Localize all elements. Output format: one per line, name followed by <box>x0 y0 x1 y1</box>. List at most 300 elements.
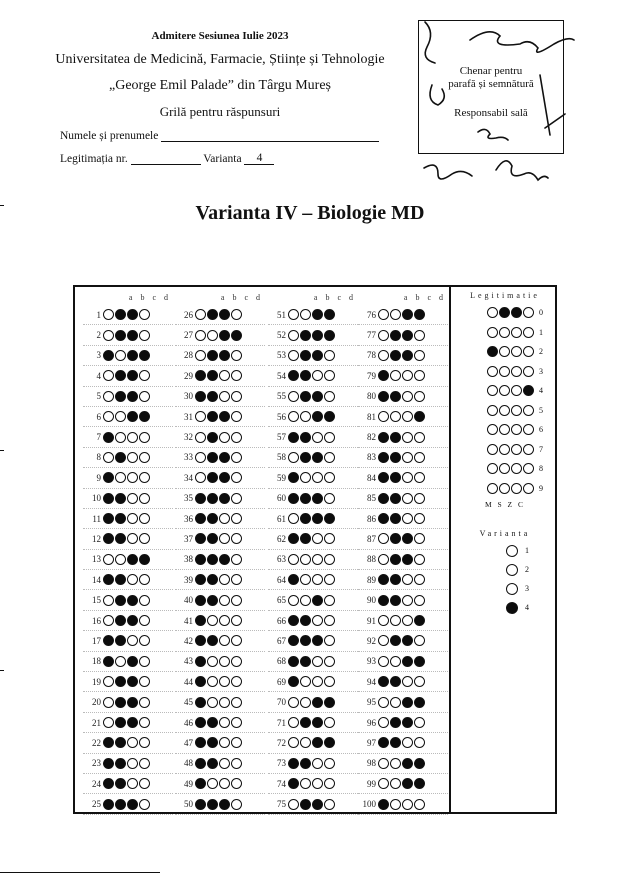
answer-bubble-b[interactable] <box>207 533 218 544</box>
answer-bubble-d[interactable] <box>231 697 242 708</box>
answer-bubble-b[interactable] <box>207 513 218 524</box>
answer-bubble-c[interactable] <box>127 309 138 320</box>
answer-bubble-b[interactable] <box>115 574 126 585</box>
legitimatie-bubble[interactable] <box>511 463 522 474</box>
answer-bubble-a[interactable] <box>288 472 299 483</box>
legitimatie-bubble[interactable] <box>499 366 510 377</box>
answer-bubble-a[interactable] <box>103 799 114 810</box>
answer-bubble-b[interactable] <box>300 391 311 402</box>
answer-bubble-b[interactable] <box>390 533 401 544</box>
answer-bubble-a[interactable] <box>103 533 114 544</box>
answer-bubble-c[interactable] <box>127 391 138 402</box>
answer-bubble-c[interactable] <box>219 615 230 626</box>
answer-bubble-d[interactable] <box>414 717 425 728</box>
answer-bubble-a[interactable] <box>378 778 389 789</box>
answer-bubble-a[interactable] <box>195 574 206 585</box>
answer-bubble-d[interactable] <box>139 370 150 381</box>
answer-bubble-b[interactable] <box>115 676 126 687</box>
answer-bubble-b[interactable] <box>207 452 218 463</box>
answer-bubble-d[interactable] <box>139 737 150 748</box>
answer-bubble-d[interactable] <box>139 717 150 728</box>
answer-bubble-c[interactable] <box>312 758 323 769</box>
answer-bubble-a[interactable] <box>195 330 206 341</box>
legitimatie-bubble[interactable] <box>499 307 510 318</box>
varianta-bubble[interactable] <box>506 583 518 595</box>
legitimatie-bubble[interactable] <box>511 366 522 377</box>
answer-bubble-a[interactable] <box>103 737 114 748</box>
answer-bubble-d[interactable] <box>414 758 425 769</box>
answer-bubble-d[interactable] <box>414 574 425 585</box>
answer-bubble-c[interactable] <box>312 697 323 708</box>
answer-bubble-a[interactable] <box>103 676 114 687</box>
answer-bubble-c[interactable] <box>402 574 413 585</box>
answer-bubble-d[interactable] <box>414 635 425 646</box>
answer-bubble-c[interactable] <box>127 472 138 483</box>
answer-bubble-a[interactable] <box>195 533 206 544</box>
answer-bubble-d[interactable] <box>231 717 242 728</box>
answer-bubble-d[interactable] <box>324 452 335 463</box>
answer-bubble-a[interactable] <box>378 737 389 748</box>
answer-bubble-d[interactable] <box>324 370 335 381</box>
answer-bubble-c[interactable] <box>127 432 138 443</box>
answer-bubble-b[interactable] <box>300 656 311 667</box>
answer-bubble-c[interactable] <box>219 799 230 810</box>
answer-bubble-d[interactable] <box>231 656 242 667</box>
answer-bubble-c[interactable] <box>312 635 323 646</box>
answer-bubble-c[interactable] <box>127 799 138 810</box>
answer-bubble-d[interactable] <box>139 391 150 402</box>
answer-bubble-b[interactable] <box>300 758 311 769</box>
answer-bubble-d[interactable] <box>139 799 150 810</box>
answer-bubble-c[interactable] <box>312 309 323 320</box>
answer-bubble-a[interactable] <box>378 370 389 381</box>
legitimatie-bubble[interactable] <box>499 385 510 396</box>
answer-bubble-a[interactable] <box>378 595 389 606</box>
legitimatie-bubble[interactable] <box>523 346 534 357</box>
legitimatie-bubble[interactable] <box>487 366 498 377</box>
answer-bubble-b[interactable] <box>115 411 126 422</box>
answer-bubble-a[interactable] <box>288 656 299 667</box>
answer-bubble-c[interactable] <box>402 656 413 667</box>
answer-bubble-d[interactable] <box>231 452 242 463</box>
answer-bubble-c[interactable] <box>312 554 323 565</box>
legitimatie-bubble[interactable] <box>511 483 522 494</box>
answer-bubble-a[interactable] <box>288 778 299 789</box>
answer-bubble-b[interactable] <box>115 554 126 565</box>
answer-bubble-b[interactable] <box>300 717 311 728</box>
answer-bubble-c[interactable] <box>312 778 323 789</box>
answer-bubble-c[interactable] <box>219 676 230 687</box>
answer-bubble-c[interactable] <box>312 472 323 483</box>
answer-bubble-a[interactable] <box>103 432 114 443</box>
answer-bubble-d[interactable] <box>324 595 335 606</box>
answer-bubble-a[interactable] <box>103 472 114 483</box>
answer-bubble-b[interactable] <box>390 330 401 341</box>
answer-bubble-b[interactable] <box>207 778 218 789</box>
answer-bubble-a[interactable] <box>288 717 299 728</box>
answer-bubble-d[interactable] <box>324 432 335 443</box>
answer-bubble-c[interactable] <box>312 717 323 728</box>
answer-bubble-a[interactable] <box>103 697 114 708</box>
answer-bubble-a[interactable] <box>288 615 299 626</box>
legitimatie-bubble[interactable] <box>511 405 522 416</box>
answer-bubble-c[interactable] <box>127 554 138 565</box>
answer-bubble-a[interactable] <box>195 615 206 626</box>
answer-bubble-a[interactable] <box>103 717 114 728</box>
answer-bubble-a[interactable] <box>195 472 206 483</box>
answer-bubble-d[interactable] <box>324 635 335 646</box>
legitimatie-bubble[interactable] <box>487 385 498 396</box>
answer-bubble-d[interactable] <box>139 309 150 320</box>
answer-bubble-a[interactable] <box>378 717 389 728</box>
answer-bubble-a[interactable] <box>103 595 114 606</box>
answer-bubble-b[interactable] <box>207 656 218 667</box>
answer-bubble-c[interactable] <box>127 350 138 361</box>
answer-bubble-b[interactable] <box>115 717 126 728</box>
answer-bubble-d[interactable] <box>139 493 150 504</box>
answer-bubble-d[interactable] <box>139 533 150 544</box>
answer-bubble-a[interactable] <box>103 493 114 504</box>
answer-bubble-d[interactable] <box>324 533 335 544</box>
answer-bubble-d[interactable] <box>414 778 425 789</box>
answer-bubble-b[interactable] <box>390 472 401 483</box>
answer-bubble-c[interactable] <box>219 432 230 443</box>
answer-bubble-c[interactable] <box>127 615 138 626</box>
answer-bubble-c[interactable] <box>127 370 138 381</box>
answer-bubble-a[interactable] <box>195 635 206 646</box>
answer-bubble-a[interactable] <box>288 676 299 687</box>
answer-bubble-a[interactable] <box>288 432 299 443</box>
answer-bubble-c[interactable] <box>219 370 230 381</box>
answer-bubble-d[interactable] <box>324 676 335 687</box>
answer-bubble-c[interactable] <box>402 697 413 708</box>
answer-bubble-b[interactable] <box>115 472 126 483</box>
legitimatie-bubble[interactable] <box>511 327 522 338</box>
legitimatie-bubble[interactable] <box>511 385 522 396</box>
answer-bubble-c[interactable] <box>219 513 230 524</box>
answer-bubble-d[interactable] <box>231 391 242 402</box>
answer-bubble-a[interactable] <box>103 411 114 422</box>
answer-bubble-b[interactable] <box>115 452 126 463</box>
answer-bubble-b[interactable] <box>207 574 218 585</box>
answer-bubble-a[interactable] <box>103 656 114 667</box>
answer-bubble-b[interactable] <box>115 330 126 341</box>
answer-bubble-a[interactable] <box>103 309 114 320</box>
varianta-bubble[interactable] <box>506 564 518 576</box>
answer-bubble-c[interactable] <box>402 758 413 769</box>
answer-bubble-a[interactable] <box>103 330 114 341</box>
answer-bubble-c[interactable] <box>402 493 413 504</box>
answer-bubble-d[interactable] <box>324 697 335 708</box>
answer-bubble-a[interactable] <box>195 697 206 708</box>
answer-bubble-a[interactable] <box>288 452 299 463</box>
answer-bubble-d[interactable] <box>231 676 242 687</box>
answer-bubble-d[interactable] <box>414 493 425 504</box>
answer-bubble-b[interactable] <box>300 309 311 320</box>
answer-bubble-b[interactable] <box>207 697 218 708</box>
answer-bubble-b[interactable] <box>390 574 401 585</box>
answer-bubble-c[interactable] <box>127 493 138 504</box>
answer-bubble-c[interactable] <box>219 533 230 544</box>
legitimatie-bubble[interactable] <box>511 444 522 455</box>
answer-bubble-d[interactable] <box>231 554 242 565</box>
answer-bubble-b[interactable] <box>207 554 218 565</box>
answer-bubble-c[interactable] <box>402 350 413 361</box>
answer-bubble-c[interactable] <box>402 615 413 626</box>
answer-bubble-a[interactable] <box>103 758 114 769</box>
answer-bubble-d[interactable] <box>231 330 242 341</box>
answer-bubble-a[interactable] <box>378 533 389 544</box>
answer-bubble-d[interactable] <box>324 391 335 402</box>
answer-bubble-a[interactable] <box>195 799 206 810</box>
answer-bubble-d[interactable] <box>324 513 335 524</box>
answer-bubble-c[interactable] <box>127 513 138 524</box>
answer-bubble-c[interactable] <box>127 656 138 667</box>
legitimatie-bubble[interactable] <box>487 463 498 474</box>
answer-bubble-b[interactable] <box>207 370 218 381</box>
answer-bubble-d[interactable] <box>139 554 150 565</box>
answer-bubble-b[interactable] <box>300 615 311 626</box>
answer-bubble-a[interactable] <box>288 330 299 341</box>
answer-bubble-c[interactable] <box>402 452 413 463</box>
answer-bubble-c[interactable] <box>402 533 413 544</box>
answer-bubble-b[interactable] <box>390 717 401 728</box>
answer-bubble-b[interactable] <box>115 370 126 381</box>
answer-bubble-b[interactable] <box>207 330 218 341</box>
answer-bubble-d[interactable] <box>139 635 150 646</box>
answer-bubble-c[interactable] <box>312 452 323 463</box>
answer-bubble-c[interactable] <box>402 309 413 320</box>
answer-bubble-b[interactable] <box>207 472 218 483</box>
answer-bubble-a[interactable] <box>288 574 299 585</box>
answer-bubble-c[interactable] <box>312 676 323 687</box>
answer-bubble-b[interactable] <box>390 737 401 748</box>
answer-bubble-a[interactable] <box>103 574 114 585</box>
answer-bubble-c[interactable] <box>219 574 230 585</box>
answer-bubble-b[interactable] <box>390 513 401 524</box>
answer-bubble-d[interactable] <box>231 432 242 443</box>
answer-bubble-a[interactable] <box>378 656 389 667</box>
legitimatie-bubble[interactable] <box>499 405 510 416</box>
answer-bubble-b[interactable] <box>207 391 218 402</box>
answer-bubble-c[interactable] <box>219 717 230 728</box>
answer-bubble-c[interactable] <box>127 635 138 646</box>
answer-bubble-c[interactable] <box>312 595 323 606</box>
answer-bubble-b[interactable] <box>390 758 401 769</box>
legitimatie-bubble[interactable] <box>487 444 498 455</box>
answer-bubble-d[interactable] <box>139 472 150 483</box>
answer-bubble-b[interactable] <box>207 309 218 320</box>
answer-bubble-d[interactable] <box>139 595 150 606</box>
answer-bubble-d[interactable] <box>414 799 425 810</box>
answer-bubble-d[interactable] <box>414 391 425 402</box>
legitimatie-bubble[interactable] <box>487 405 498 416</box>
answer-bubble-b[interactable] <box>300 432 311 443</box>
answer-bubble-d[interactable] <box>414 309 425 320</box>
varianta-bubble[interactable] <box>506 545 518 557</box>
answer-bubble-c[interactable] <box>402 432 413 443</box>
answer-bubble-d[interactable] <box>414 330 425 341</box>
answer-bubble-c[interactable] <box>312 799 323 810</box>
answer-bubble-a[interactable] <box>378 554 389 565</box>
answer-bubble-a[interactable] <box>195 554 206 565</box>
answer-bubble-c[interactable] <box>127 737 138 748</box>
answer-bubble-d[interactable] <box>139 697 150 708</box>
answer-bubble-d[interactable] <box>324 554 335 565</box>
answer-bubble-a[interactable] <box>288 635 299 646</box>
answer-bubble-a[interactable] <box>195 656 206 667</box>
legitimatie-bubble[interactable] <box>511 424 522 435</box>
answer-bubble-d[interactable] <box>231 778 242 789</box>
answer-bubble-d[interactable] <box>231 615 242 626</box>
answer-bubble-d[interactable] <box>414 737 425 748</box>
answer-bubble-a[interactable] <box>288 493 299 504</box>
answer-bubble-d[interactable] <box>414 411 425 422</box>
answer-bubble-d[interactable] <box>231 411 242 422</box>
answer-bubble-b[interactable] <box>207 737 218 748</box>
answer-bubble-c[interactable] <box>219 452 230 463</box>
answer-bubble-c[interactable] <box>312 656 323 667</box>
answer-bubble-c[interactable] <box>402 717 413 728</box>
answer-bubble-d[interactable] <box>139 778 150 789</box>
answer-bubble-d[interactable] <box>231 309 242 320</box>
answer-bubble-c[interactable] <box>127 697 138 708</box>
answer-bubble-c[interactable] <box>219 554 230 565</box>
legitimatie-bubble[interactable] <box>499 424 510 435</box>
answer-bubble-a[interactable] <box>195 758 206 769</box>
answer-bubble-c[interactable] <box>219 350 230 361</box>
answer-bubble-b[interactable] <box>207 615 218 626</box>
answer-bubble-c[interactable] <box>219 493 230 504</box>
answer-bubble-c[interactable] <box>219 330 230 341</box>
answer-bubble-a[interactable] <box>288 513 299 524</box>
answer-bubble-d[interactable] <box>231 472 242 483</box>
answer-bubble-d[interactable] <box>324 472 335 483</box>
answer-bubble-c[interactable] <box>127 778 138 789</box>
answer-bubble-d[interactable] <box>231 635 242 646</box>
answer-bubble-a[interactable] <box>378 635 389 646</box>
answer-bubble-b[interactable] <box>300 554 311 565</box>
answer-bubble-a[interactable] <box>378 574 389 585</box>
answer-bubble-a[interactable] <box>195 778 206 789</box>
answer-bubble-b[interactable] <box>390 452 401 463</box>
answer-bubble-d[interactable] <box>324 309 335 320</box>
answer-bubble-c[interactable] <box>312 350 323 361</box>
legitimatie-bubble[interactable] <box>511 346 522 357</box>
answer-bubble-b[interactable] <box>115 493 126 504</box>
answer-bubble-c[interactable] <box>219 309 230 320</box>
answer-bubble-b[interactable] <box>390 370 401 381</box>
answer-bubble-c[interactable] <box>312 330 323 341</box>
answer-bubble-c[interactable] <box>219 595 230 606</box>
answer-bubble-b[interactable] <box>300 513 311 524</box>
answer-bubble-b[interactable] <box>390 615 401 626</box>
answer-bubble-d[interactable] <box>414 656 425 667</box>
answer-bubble-b[interactable] <box>207 717 218 728</box>
answer-bubble-c[interactable] <box>312 391 323 402</box>
answer-bubble-b[interactable] <box>300 411 311 422</box>
legitimatie-bubble[interactable] <box>499 483 510 494</box>
answer-bubble-d[interactable] <box>324 778 335 789</box>
answer-bubble-c[interactable] <box>219 411 230 422</box>
answer-bubble-d[interactable] <box>324 737 335 748</box>
legitimatie-bubble[interactable] <box>523 327 534 338</box>
answer-bubble-c[interactable] <box>312 615 323 626</box>
answer-bubble-a[interactable] <box>378 350 389 361</box>
answer-bubble-b[interactable] <box>300 737 311 748</box>
answer-bubble-b[interactable] <box>390 493 401 504</box>
answer-bubble-a[interactable] <box>103 554 114 565</box>
answer-bubble-b[interactable] <box>115 309 126 320</box>
answer-bubble-c[interactable] <box>402 554 413 565</box>
answer-bubble-b[interactable] <box>300 697 311 708</box>
answer-bubble-d[interactable] <box>324 330 335 341</box>
answer-bubble-a[interactable] <box>288 799 299 810</box>
answer-bubble-b[interactable] <box>390 432 401 443</box>
answer-bubble-a[interactable] <box>288 309 299 320</box>
answer-bubble-b[interactable] <box>390 635 401 646</box>
answer-bubble-c[interactable] <box>219 472 230 483</box>
answer-bubble-b[interactable] <box>207 799 218 810</box>
answer-bubble-a[interactable] <box>195 513 206 524</box>
legitimatie-bubble[interactable] <box>487 327 498 338</box>
answer-bubble-d[interactable] <box>139 574 150 585</box>
answer-bubble-d[interactable] <box>414 350 425 361</box>
answer-bubble-d[interactable] <box>139 513 150 524</box>
answer-bubble-a[interactable] <box>378 615 389 626</box>
answer-bubble-b[interactable] <box>115 513 126 524</box>
answer-bubble-d[interactable] <box>414 370 425 381</box>
answer-bubble-a[interactable] <box>103 370 114 381</box>
answer-bubble-c[interactable] <box>312 493 323 504</box>
answer-bubble-b[interactable] <box>207 676 218 687</box>
answer-bubble-a[interactable] <box>378 493 389 504</box>
answer-bubble-b[interactable] <box>207 350 218 361</box>
answer-bubble-b[interactable] <box>390 778 401 789</box>
answer-bubble-a[interactable] <box>195 595 206 606</box>
answer-bubble-a[interactable] <box>288 391 299 402</box>
answer-bubble-d[interactable] <box>231 758 242 769</box>
legitimatie-bubble[interactable] <box>523 444 534 455</box>
legitimatie-bubble[interactable] <box>523 463 534 474</box>
answer-bubble-a[interactable] <box>103 513 114 524</box>
answer-bubble-d[interactable] <box>324 656 335 667</box>
answer-bubble-d[interactable] <box>139 411 150 422</box>
answer-bubble-d[interactable] <box>231 737 242 748</box>
answer-bubble-c[interactable] <box>402 330 413 341</box>
answer-bubble-a[interactable] <box>378 697 389 708</box>
answer-bubble-d[interactable] <box>231 574 242 585</box>
answer-bubble-d[interactable] <box>139 350 150 361</box>
answer-bubble-d[interactable] <box>139 432 150 443</box>
answer-bubble-b[interactable] <box>390 554 401 565</box>
answer-bubble-b[interactable] <box>390 391 401 402</box>
answer-bubble-b[interactable] <box>115 533 126 544</box>
answer-bubble-a[interactable] <box>103 391 114 402</box>
answer-bubble-d[interactable] <box>414 697 425 708</box>
answer-bubble-a[interactable] <box>195 350 206 361</box>
answer-bubble-d[interactable] <box>231 595 242 606</box>
answer-bubble-b[interactable] <box>115 697 126 708</box>
answer-bubble-d[interactable] <box>231 350 242 361</box>
answer-bubble-b[interactable] <box>115 737 126 748</box>
legitimatie-bubble[interactable] <box>523 366 534 377</box>
answer-bubble-a[interactable] <box>195 493 206 504</box>
legitimatie-bubble[interactable] <box>487 307 498 318</box>
answer-bubble-b[interactable] <box>390 309 401 320</box>
answer-bubble-d[interactable] <box>414 432 425 443</box>
answer-bubble-b[interactable] <box>300 635 311 646</box>
